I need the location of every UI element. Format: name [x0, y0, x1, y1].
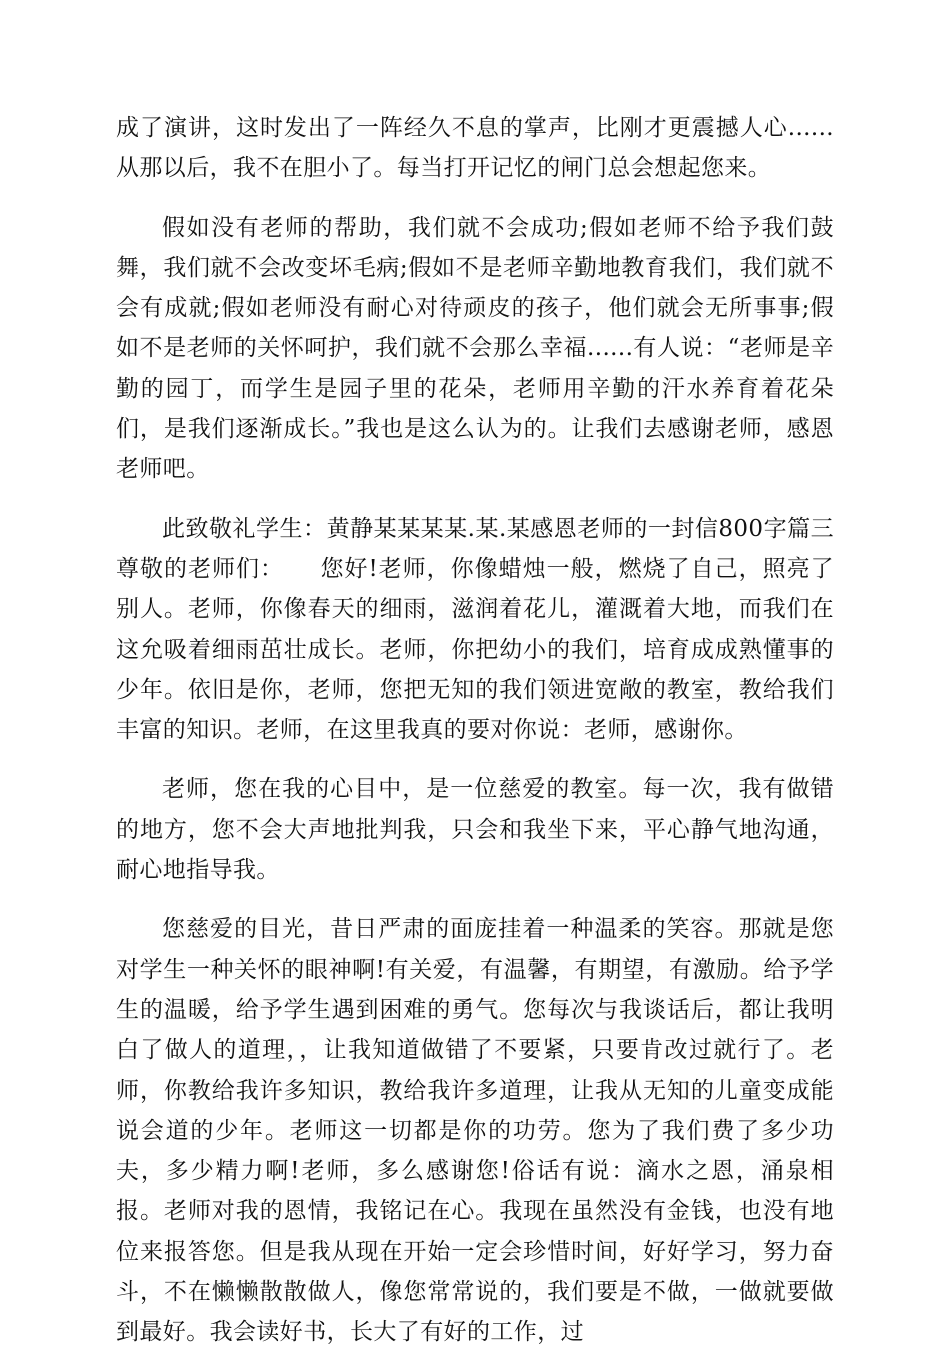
document-body — [116, 108, 834, 1372]
paragraph-gratitude-hypotheticals: 假如没有老师的帮助，我们就不会成功;假如老师不给予我们鼓舞，我们就不会改变坏毛病;假如不是老师辛勤地教育我们，我们就不会有成就;假如老师没有耐心对待顽皮的孩子，他们就会无所事事;假如不是老师的关怀呵护，我们就不会那么幸福......有人说：“老师是辛勤的园丁，而学生是园子里的花朵，老师用辛勤的汗水养育着花朵们，是我们逐渐成长。”我也是这么认为的。让我们去感谢老师，感恩老师吧。 — [116, 214, 834, 483]
paragraph-kind-teacher: 老师，您在我的心目中，是一位慈爱的教室。每一次，我有做错的地方，您不会大声地批判我，只会和我坐下来，平心静气地沟通，耐心地指导我。 — [116, 776, 834, 884]
paragraph-continuation: 成了演讲，这时发出了一阵经久不息的掌声，比刚才更震撼人心......从那以后，我不在胆小了。每当打开记忆的闸门总会想起您来。 — [116, 115, 834, 182]
paragraph-loving-gaze: 您慈爱的目光，昔日严肃的面庞挂着一种温柔的笑容。那就是您对学生一种关怀的眼神啊!有关爱，有温馨，有期望，有激励。给予学生的温暖，给予学生遇到困难的勇气。您每次与我谈话后，都让我明白了做人的道理，，让我知道做错了不要紧，只要肯改过就行了。老师，你教给我许多知识，教给我许多道理，让我从无知的儿童变成能说会道的少年。老师这一切都是你的功劳。您为了我们费了多少功夫，多少精力啊!老师，多么感谢您!俗话有说：滴水之恩，涌泉相报。老师对我的恩情，我铭记在心。我现在虽然没有金钱，也没有地位来报答您。但是我从现在开始一定会珍惜时间，好好学习，努力奋斗，不在懒懒散散做人，像您常常说的，我们要是不做，一做就要做到最好。我会读好书，长大了有好的工作，过 — [116, 916, 834, 1346]
paragraph-letter-greeting: 此致敬礼学生：黄静某某某某.某.某感恩老师的一封信800字篇三尊敬的老师们： 您好!老师，你像蜡烛一般，燃烧了自己，照亮了别人。老师，你像春天的细雨，滋润着花儿，灌溉着大地，而我们在这允吸着细雨茁壮成长。老师，你把幼小的我们，培育成成熟懂事的少年。依旧是你，老师，您把无知的我们领进宽敞的教室，教给我们丰富的知识。老师，在这里我真的要对你说：老师，感谢你。 — [116, 515, 834, 744]
